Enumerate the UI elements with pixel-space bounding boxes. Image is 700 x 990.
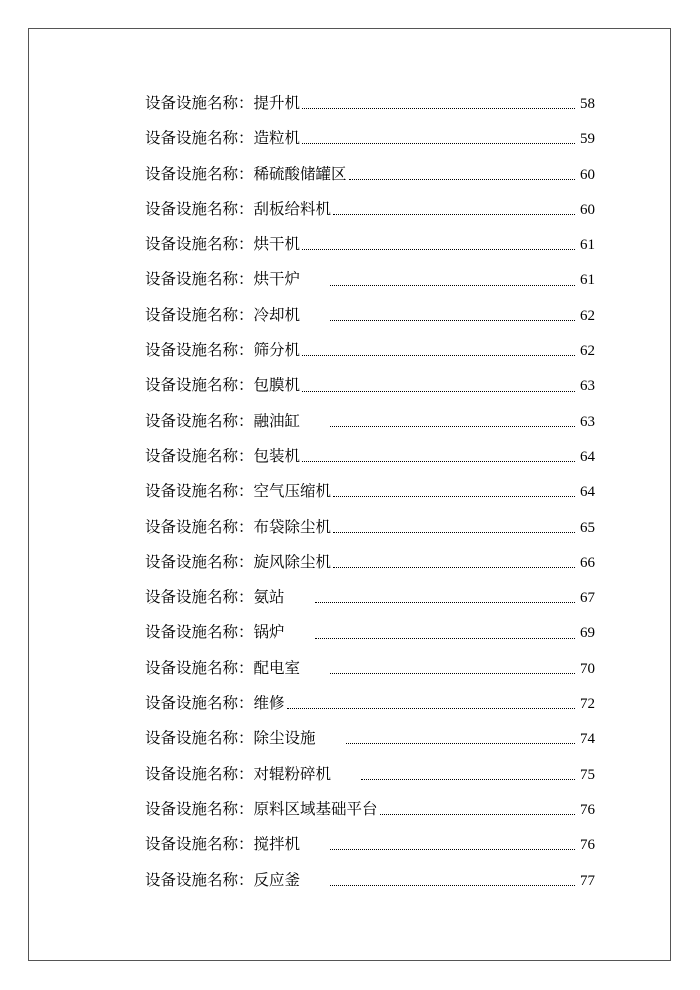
toc-entry-page-number: 60 [580,201,595,218]
toc-entry[interactable] [145,792,595,827]
toc-dot-leader [330,426,575,427]
toc-dot-leader [302,143,575,144]
table-of-contents [145,86,595,898]
toc-entry-label: 设备设施名称： [145,482,254,501]
toc-entry-title: 筛分机 [253,341,301,360]
toc-entry[interactable] [145,192,595,227]
toc-entry-page-number: 58 [580,96,595,112]
toc-dot-leader [333,532,575,533]
toc-entry-title: 烘干机 [253,235,301,254]
toc-entry-title: 配电室 [253,658,301,677]
toc-entry-title: 除尘设施 [253,729,316,748]
toc-entry[interactable] [145,580,595,615]
toc-entry-page-number: 72 [580,696,595,713]
toc-entry-page-number: 64 [580,448,595,465]
toc-dot-leader [302,391,575,392]
toc-entry-label: 设备设施名称： [145,870,254,889]
toc-entry-page-number: 60 [580,166,595,183]
toc-entry-page-number: 75 [580,766,595,783]
toc-entry[interactable] [145,333,595,368]
toc-dot-leader [330,849,575,850]
toc-entry-page-number: 62 [580,343,595,360]
toc-entry-page-number: 69 [580,625,595,642]
toc-entry-page-number: 64 [580,484,595,501]
toc-entry-page-number: 62 [580,307,595,324]
toc-entry-label: 设备设施名称： [145,764,254,783]
toc-dot-leader [330,885,575,886]
toc-entry-title: 稀硫酸储罐区 [253,164,347,183]
toc-entry[interactable] [145,262,595,297]
toc-entry[interactable] [145,157,595,192]
toc-entry-title: 包装机 [253,446,301,465]
toc-dot-leader [333,567,575,568]
toc-dot-leader [302,355,575,356]
toc-entry[interactable] [145,404,595,439]
toc-entry-label: 设备设施名称： [145,729,254,748]
toc-entry-label: 设备设施名称： [145,835,254,854]
toc-entry-page-number: 70 [580,660,595,677]
toc-entry-title: 搅拌机 [253,835,301,854]
toc-entry-title: 维修 [253,694,285,713]
toc-entry-label: 设备设施名称： [145,799,254,818]
toc-entry[interactable] [145,651,595,686]
toc-entry-label: 设备设施名称： [145,270,254,289]
toc-entry-page-number: 77 [580,872,595,889]
toc-entry-label: 设备设施名称： [145,199,254,218]
toc-entry-label: 设备设施名称： [145,94,254,112]
toc-entry[interactable] [145,439,595,474]
toc-entry-title: 提升机 [253,94,301,112]
toc-entry[interactable] [145,721,595,756]
toc-entry-page-number: 66 [580,554,595,571]
toc-entry[interactable] [145,86,595,121]
toc-entry-label: 设备设施名称： [145,164,254,183]
toc-entry-title: 锅炉 [253,623,285,642]
toc-entry-title: 旋风除尘机 [253,552,332,571]
toc-entry-label: 设备设施名称： [145,658,254,677]
toc-dot-leader [302,108,575,109]
toc-entry[interactable] [145,863,595,898]
toc-dot-leader [302,461,575,462]
toc-entry-page-number: 65 [580,519,595,536]
toc-entry-title: 氨站 [253,588,285,607]
toc-entry-page-number: 67 [580,590,595,607]
toc-entry[interactable] [145,298,595,333]
toc-entry[interactable] [145,545,595,580]
toc-entry-label: 设备设施名称： [145,623,254,642]
toc-dot-leader [302,249,575,250]
toc-entry-page-number: 61 [580,272,595,289]
toc-entry-label: 设备设施名称： [145,411,254,430]
toc-entry[interactable] [145,227,595,262]
toc-dot-leader [330,673,575,674]
toc-entry[interactable] [145,827,595,862]
toc-entry[interactable] [145,474,595,509]
toc-entry-page-number: 76 [580,837,595,854]
toc-entry-label: 设备设施名称： [145,305,254,324]
toc-dot-leader [349,179,575,180]
toc-entry-title: 对辊粉碎机 [253,764,332,783]
toc-entry[interactable] [145,757,595,792]
toc-entry-page-number: 76 [580,801,595,818]
toc-entry-title: 刮板给料机 [253,199,332,218]
toc-entry-title: 融油缸 [253,411,301,430]
toc-entry-label: 设备设施名称： [145,517,254,536]
toc-dot-leader [380,814,575,815]
toc-dot-leader [330,320,575,321]
toc-entry-label: 设备设施名称： [145,341,254,360]
toc-entry[interactable] [145,368,595,403]
toc-entry-title: 原料区域基础平台 [253,799,378,818]
toc-dot-leader [287,708,575,709]
toc-entry[interactable] [145,615,595,650]
toc-dot-leader [361,779,575,780]
toc-entry-label: 设备设施名称： [145,235,254,254]
toc-entry-page-number: 63 [580,413,595,430]
toc-dot-leader [330,285,575,286]
toc-entry-title: 烘干炉 [253,270,301,289]
toc-dot-leader [346,743,575,744]
toc-entry-title: 空气压缩机 [253,482,332,501]
toc-entry-label: 设备设施名称： [145,552,254,571]
toc-entry-page-number: 59 [580,131,595,148]
toc-entry-title: 反应釜 [253,870,301,889]
toc-entry-label: 设备设施名称： [145,376,254,395]
toc-entry-label: 设备设施名称： [145,694,254,713]
toc-entry-page-number: 63 [580,378,595,395]
toc-entry-page-number: 74 [580,731,595,748]
toc-entry-page-number: 61 [580,237,595,254]
toc-entry-title: 包膜机 [253,376,301,395]
toc-dot-leader [315,602,575,603]
toc-dot-leader [315,638,575,639]
toc-entry-label: 设备设施名称： [145,129,254,148]
toc-dot-leader [333,214,575,215]
toc-entry-title: 造粒机 [253,129,301,148]
toc-entry[interactable] [145,121,595,156]
toc-entry-label: 设备设施名称： [145,588,254,607]
toc-entry[interactable] [145,686,595,721]
toc-entry-title: 布袋除尘机 [253,517,332,536]
toc-entry[interactable] [145,510,595,545]
toc-entry-label: 设备设施名称： [145,446,254,465]
toc-entry-title: 冷却机 [253,305,301,324]
toc-dot-leader [333,496,575,497]
